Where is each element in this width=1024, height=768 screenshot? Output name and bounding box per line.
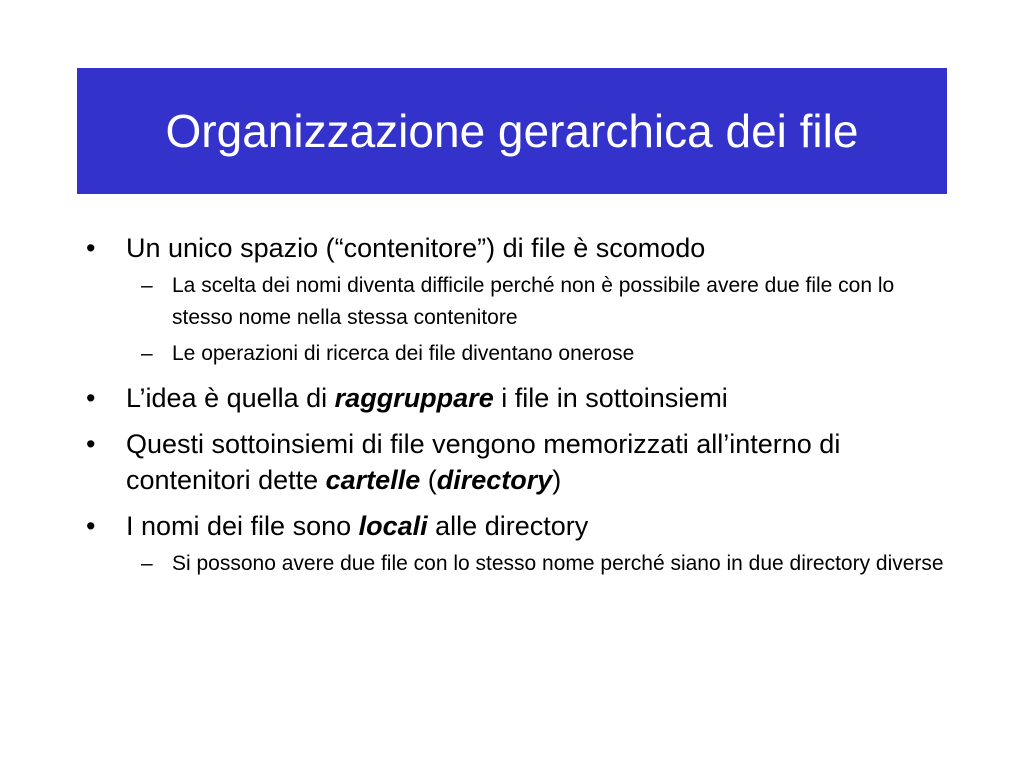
sub-bullet-marker: – <box>141 552 153 575</box>
sub-bullet-item <box>86 548 946 580</box>
slide-title-banner <box>77 68 947 194</box>
bullet-text-start: L’idea è quella di <box>126 383 335 413</box>
sub-bullet-marker: – <box>141 274 153 297</box>
bullet-item <box>86 426 946 498</box>
bullet-marker: • <box>86 233 96 263</box>
bullet-text-middle: ( <box>420 465 437 495</box>
bullet-item <box>86 508 946 544</box>
emphasized-term: cartelle <box>325 465 421 495</box>
bullet-marker: • <box>86 383 96 413</box>
bullet-text-end: alle directory <box>427 511 589 541</box>
sub-bullet-item <box>86 338 946 370</box>
bullet-item <box>86 380 946 416</box>
bullet-marker: • <box>86 511 96 541</box>
bullet-marker: • <box>86 429 96 459</box>
sub-bullet-text: Si possono avere due file con lo stesso nome perché siano in due directory diverse <box>172 552 944 575</box>
bullet-text-start: Questi sottoinsiemi di file vengono memorizzati all’interno di contenitori dette <box>126 429 841 495</box>
slide-title: Organizzazione gerarchica dei file <box>165 105 859 157</box>
slide-body <box>86 230 946 580</box>
bullet-text-end: i file in sottoinsiemi <box>493 383 728 413</box>
bullet-text-end: ) <box>552 465 562 495</box>
sub-bullet-text: La scelta dei nomi diventa difficile perché non è possibile avere due file con lo stesso nome nella stessa contenitore <box>172 274 895 329</box>
emphasized-term: directory <box>436 465 553 495</box>
bullet-text: Un unico spazio (“contenitore”) di file è scomodo <box>126 233 706 263</box>
bullet-text-start: I nomi dei file sono <box>126 511 359 541</box>
emphasized-term: raggruppare <box>334 383 494 413</box>
sub-bullet-item <box>86 270 946 334</box>
emphasized-term: locali <box>358 511 428 541</box>
sub-bullet-marker: – <box>141 342 153 365</box>
sub-bullet-text: Le operazioni di ricerca dei file diventano onerose <box>172 342 635 365</box>
bullet-item <box>86 230 946 266</box>
